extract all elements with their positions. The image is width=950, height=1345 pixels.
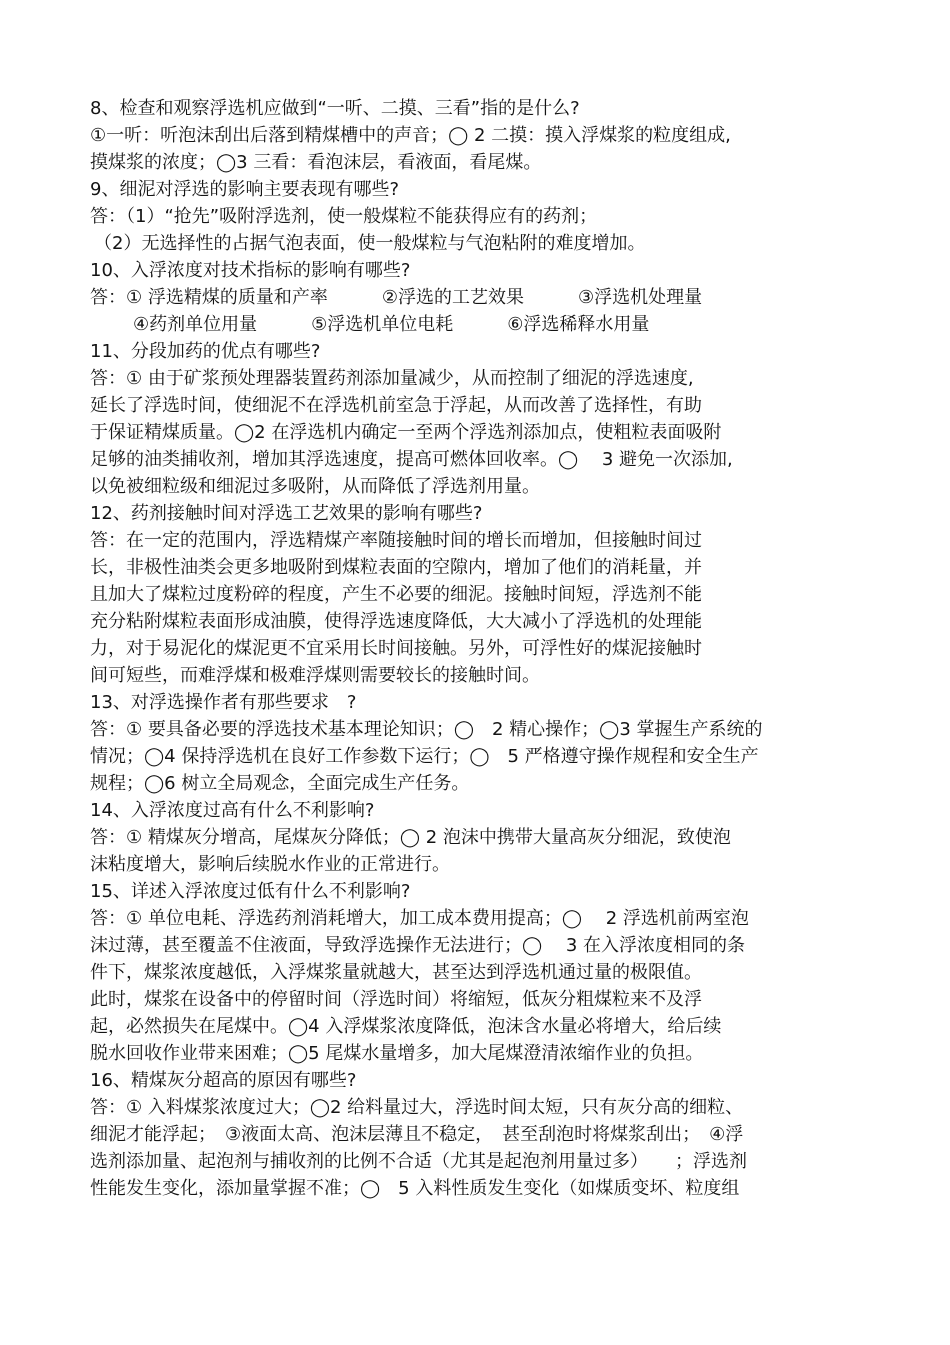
answer-12-line-6: 间可短些，而难浮煤和极难浮煤则需要较长的接触时间。 <box>90 665 540 686</box>
answer-11-line-5: 以免被细粒级和细泥过多吸附，从而降低了浮选剂用量。 <box>90 476 540 497</box>
answer-15-line-3: 件下，煤浆浓度越低，入浮煤浆量就越大，甚至达到浮选机通过量的极限值。 <box>90 962 702 983</box>
answer-11-line-2: 延长了浮选时间，使细泥不在浮选机前室急于浮起，从而改善了选择性，有助 <box>90 395 702 416</box>
answer-11-line-1: 答：① 由于矿浆预处理器装置药剂添加量减少，从而控制了细泥的浮选速度, <box>90 368 694 389</box>
answer-9-line-2: （2）无选择性的占据气泡表面，使一般煤粒与气泡粘附的难度增加。 <box>94 233 646 254</box>
answer-14-line-1: 答：① 精煤灰分增高，尾煤灰分降低；◯ 2 泡沫中携带大量高灰分细泥，致使泡 <box>90 827 731 848</box>
answer-13-line-1: 答：① 要具备必要的浮选技术基本理论知识；◯ 2 精心操作；◯3 掌握生产系统的 <box>90 719 763 740</box>
answer-10-line-1: 答：① 浮选精煤的质量和产率 ②浮选的工艺效果 ③浮选机处理量 <box>90 287 703 308</box>
question-11-heading: 11、分段加药的优点有哪些? <box>90 341 321 362</box>
answer-16-line-1: 答：① 入料煤浆浓度过大；◯2 给料量过大，浮选时间太短，只有灰分高的细粒、 <box>90 1097 744 1118</box>
answer-16-line-3: 选剂添加量、起泡剂与捕收剂的比例不合适（尤其是起泡剂用量过多） ；浮选剂 <box>90 1151 747 1172</box>
question-15-heading: 15、详述入浮浓度过低有什么不利影响? <box>90 881 411 902</box>
question-10-heading: 10、入浮浓度对技术指标的影响有哪些? <box>90 260 411 281</box>
answer-12-line-5: 力，对于易泥化的煤泥更不宜采用长时间接触。另外，可浮性好的煤泥接触时 <box>90 638 702 659</box>
answer-12-line-1: 答：在一定的范围内，浮选精煤产率随接触时间的增长而增加，但接触时间过 <box>90 530 702 551</box>
question-12-heading: 12、药剂接触时间对浮选工艺效果的影响有哪些? <box>90 503 483 524</box>
answer-9-line-1: 答：（1）“抢先”吸附浮选剂，使一般煤粒不能获得应有的药剂； <box>90 206 598 227</box>
question-13-heading: 13、对浮选操作者有那些要求 ? <box>90 692 357 713</box>
answer-12-line-2: 长，非极性油类会更多地吸附到煤粒表面的空隙内，增加了他们的消耗量，并 <box>90 557 702 578</box>
answer-11-line-4: 足够的油类捕收剂，增加其浮选速度，提高可燃体回收率。◯ 3 避免一次添加, <box>90 449 733 470</box>
answer-12-line-4: 充分粘附煤粒表面形成油膜，使得浮选速度降低，大大减小了浮选机的处理能 <box>90 611 702 632</box>
answer-8-line-2: 摸煤浆的浓度；◯3 三看：看泡沫层，看液面，看尾煤。 <box>90 152 542 173</box>
question-16-heading: 16、精煤灰分超高的原因有哪些? <box>90 1070 357 1091</box>
answer-15-line-1: 答：① 单位电耗、浮选药剂消耗增大，加工成本费用提高；◯ 2 浮选机前两室泡 <box>90 908 749 929</box>
answer-12-line-3: 且加大了煤粒过度粉碎的程度，产生不必要的细泥。接触时间短，浮选剂不能 <box>90 584 702 605</box>
answer-15-line-2: 沫过薄，甚至覆盖不住液面，导致浮选操作无法进行；◯ 3 在入浮浓度相同的条 <box>90 935 746 956</box>
answer-13-line-2: 情况；◯4 保持浮选机在良好工作参数下运行；◯ 5 严格遵守操作规程和安全生产 <box>90 746 759 767</box>
answer-15-line-5: 起，必然损失在尾煤中。◯4 入浮煤浆浓度降低，泡沫含水量必将增大，给后续 <box>90 1016 722 1037</box>
answer-16-line-2: 细泥才能浮起； ③液面太高、泡沫层薄且不稳定， 甚至刮泡时将煤浆刮出； ④浮 <box>90 1124 744 1145</box>
answer-13-line-3: 规程；◯6 树立全局观念，全面完成生产任务。 <box>90 773 470 794</box>
answer-16-line-4: 性能发生变化，添加量掌握不准；◯ 5 入料性质发生变化（如煤质变坏、粒度组 <box>90 1178 740 1199</box>
answer-15-line-6: 脱水回收作业带来困难；◯5 尾煤水量增多，加大尾煤澄清浓缩作业的负担。 <box>90 1043 704 1064</box>
answer-10-line-2: ④药剂单位用量 ⑤浮选机单位电耗 ⑥浮选稀释水用量 <box>133 314 650 335</box>
answer-11-line-3: 于保证精煤质量。◯2 在浮选机内确定一至两个浮选剂添加点，使粗粒表面吸附 <box>90 422 722 443</box>
question-8-heading: 8、检查和观察浮选机应做到“一听、二摸、三看”指的是什么? <box>90 98 580 119</box>
question-9-heading: 9、细泥对浮选的影响主要表现有哪些? <box>90 179 400 200</box>
answer-8-line-1: ①一听：听泡沫刮出后落到精煤槽中的声音；◯ 2 二摸：摸入浮煤浆的粒度组成, <box>90 125 731 146</box>
question-14-heading: 14、入浮浓度过高有什么不利影响? <box>90 800 375 821</box>
answer-14-line-2: 沫粘度增大，影响后续脱水作业的正常进行。 <box>90 854 450 875</box>
answer-15-line-4: 此时，煤浆在设备中的停留时间（浮选时间）将缩短，低灰分粗煤粒来不及浮 <box>90 989 702 1010</box>
